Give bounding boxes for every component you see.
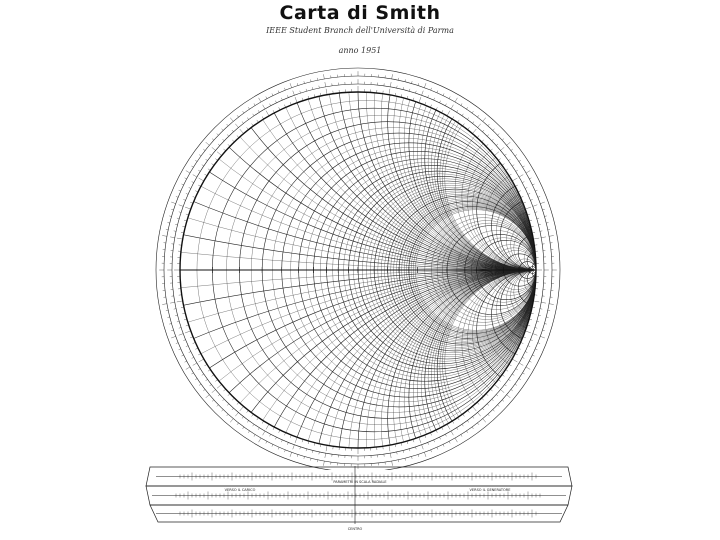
- ruler-heading: PARAMETRI IN SCALA RADIALE: [333, 480, 387, 484]
- page-title: Carta di Smith: [279, 2, 441, 24]
- ruler-left-label: VERSO IL CARICO: [224, 488, 256, 492]
- ruler-center-label: CENTRO: [347, 527, 363, 531]
- page-year: anno 1951: [338, 46, 382, 55]
- ruler-right-label: VERSO IL GENERATORE: [469, 488, 511, 492]
- page-subtitle: IEEE Student Branch dell'Università di Parma: [266, 26, 454, 35]
